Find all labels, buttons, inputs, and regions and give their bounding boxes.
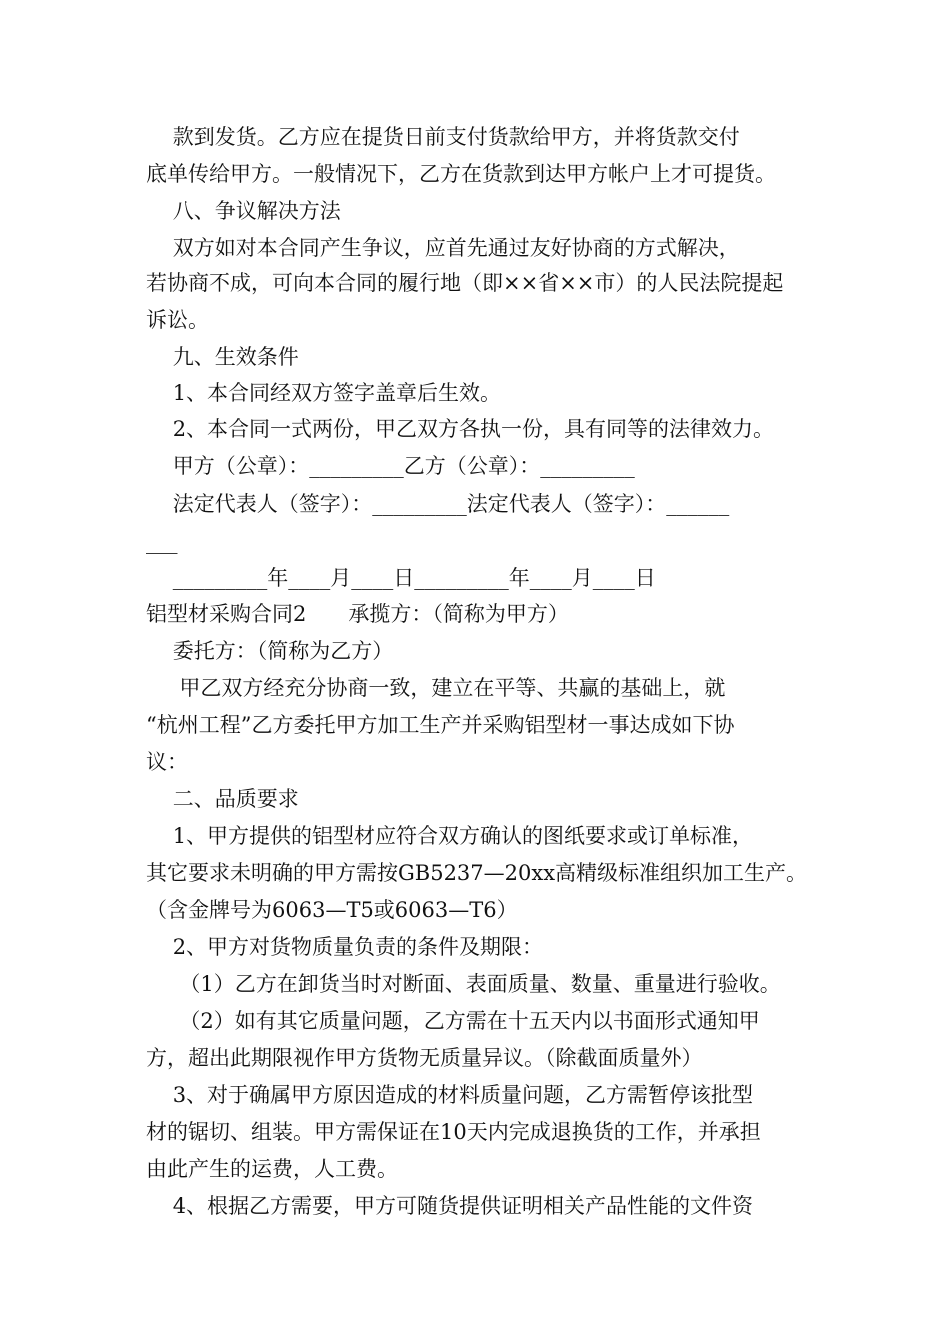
text-line: 1、本合同经双方签字盖章后生效。: [146, 381, 502, 405]
text-line: 由此产生的运费，人工费。: [146, 1157, 398, 1181]
signature-line: ___: [146, 530, 178, 554]
text-line: 2、本合同一式两份，甲乙双方各执一份，具有同等的法律效力。: [146, 417, 775, 441]
text-line: 议：: [146, 750, 188, 774]
date-line: _________年____月____日_________年____月____日: [146, 566, 656, 590]
contract-title: 铝型材采购合同2 承揽方：（简称为甲方）: [146, 602, 569, 626]
text-line: 甲乙双方经充分协商一致，建立在平等、共赢的基础上，就: [146, 676, 726, 700]
text-line: 诉讼。: [146, 308, 209, 332]
signature-line: 甲方（公章）：_________乙方（公章）：_________: [146, 454, 635, 478]
text-line: 2、甲方对货物质量负责的条件及期限：: [146, 935, 544, 959]
text-line: 双方如对本合同产生争议，应首先通过友好协商的方式解决，: [146, 236, 740, 260]
text-line: 其它要求未明确的甲方需按GB5237—20xx高精级标准组织加工生产。: [146, 861, 808, 885]
text-line: 3、对于确属甲方原因造成的材料质量问题，乙方需暂停该批型: [146, 1083, 754, 1107]
text-line: 若协商不成，可向本合同的履行地（即××省××市）的人民法院提起: [146, 271, 784, 295]
text-line: 4、根据乙方需要，甲方可随货提供证明相关产品性能的文件资: [146, 1194, 754, 1218]
text-line: 材的锯切、组装。甲方需保证在10天内完成退换货的工作，并承担: [146, 1120, 761, 1144]
text-line: 委托方：（简称为乙方）: [146, 639, 394, 663]
section-heading: 九、生效条件: [146, 345, 299, 369]
signature-line: 法定代表人（签字）：_________法定代表人（签字）：______: [146, 492, 730, 516]
text-line: （1）乙方在卸货当时对断面、表面质量、数量、重量进行验收。: [146, 972, 781, 996]
text-line: 方，超出此期限视作甲方货物无质量异议。（除截面质量外）: [146, 1046, 703, 1070]
text-line: 1、甲方提供的铝型材应符合双方确认的图纸要求或订单标准，: [146, 824, 754, 848]
text-line: “杭州工程”乙方委托甲方加工生产并采购铝型材一事达成如下协: [146, 713, 735, 737]
section-heading: 八、争议解决方法: [146, 199, 341, 223]
text-line: （2）如有其它质量问题，乙方需在十五天内以书面形式通知甲: [146, 1009, 760, 1033]
text-line: （含金牌号为6063—T5或6063—T6）: [146, 898, 518, 922]
text-line: 底单传给甲方。一般情况下，乙方在货款到达甲方帐户上才可提货。: [146, 162, 776, 186]
text-line: 款到发货。乙方应在提货日前支付货款给甲方，并将货款交付: [146, 125, 740, 149]
section-heading: 二、品质要求: [146, 787, 299, 811]
